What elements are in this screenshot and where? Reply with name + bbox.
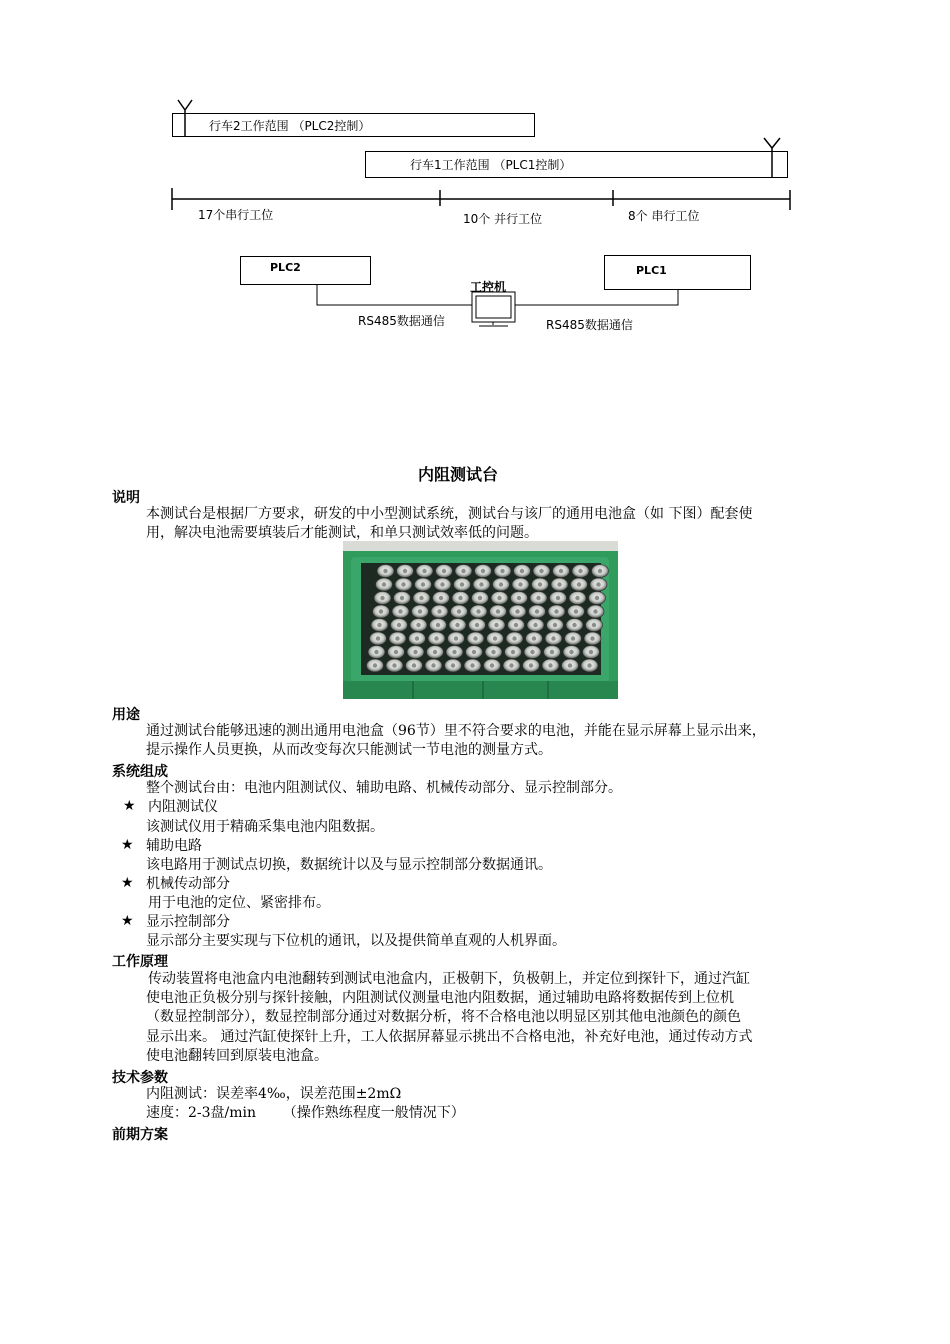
battery-terminal [374,650,378,654]
battery-terminal [515,609,519,613]
battery-terminal [554,609,558,613]
computer-icon [472,292,515,326]
battery-terminal [499,582,503,586]
battery-terminal [574,609,578,613]
battery-terminal [472,650,476,654]
crane2-antenna-icon [178,100,192,137]
battery-terminal [551,636,555,640]
section-heading-params: 技术参数 [112,1070,168,1086]
rail-svg [0,0,950,240]
section-heading-plan: 前期方案 [112,1127,168,1143]
segment-label-1: 17个串行工位 [198,208,274,222]
battery-tray-image [343,541,618,699]
star-icon: ★ [123,798,136,814]
battery-terminal [455,623,459,627]
section-heading-use: 用途 [112,707,140,723]
battery-terminal [416,623,420,627]
battery-terminal [418,609,422,613]
battery-terminal [460,582,464,586]
battery-terminal [496,609,500,613]
battery-terminal [479,582,483,586]
battery-terminal [478,596,482,600]
battery-terminal [530,650,534,654]
battery-terminal [394,650,398,654]
star-icon: ★ [121,913,134,929]
item2-title: 辅助电路 [146,838,202,854]
battery-terminal [493,636,497,640]
desc-line-2: 用，解决电池需要填装后才能测试，和单只测试效率低的问题。 [146,525,538,541]
battery-terminal [538,582,542,586]
battery-terminal [533,623,537,627]
battery-terminal [517,596,521,600]
battery-terminal [421,582,425,586]
principle-line-3: （数显控制部分），数显控制部分通过对数据分析，将不合格电池以明显区别其他电池颜色的颜色 [146,1009,741,1025]
battery-terminal [431,663,435,667]
battery-terminal [470,663,474,667]
battery-terminal [497,596,501,600]
battery-terminal [509,663,513,667]
battery-terminal [539,569,543,573]
item2-desc: 该电路用于测试点切换，数据统计以及与显示控制部分数据通讯。 [146,857,552,873]
battery-terminal [458,596,462,600]
battery-terminal [395,636,399,640]
battery-terminal [590,636,594,640]
battery-terminal [550,650,554,654]
segment-label-2: 10个 并行工位 [463,212,543,226]
item3-title: 机械传动部分 [146,876,230,892]
battery-terminal [440,582,444,586]
star-icon: ★ [121,875,134,891]
plc1-label: PLC1 [636,264,667,277]
battery-terminal [481,569,485,573]
ipc-label: 工控机 [470,280,507,294]
battery-terminal [532,636,536,640]
battery-terminal [535,609,539,613]
battery-terminal [473,636,477,640]
battery-terminal [512,636,516,640]
battery-terminal [536,596,540,600]
use-line-2: 提示操作人员更换，从而改变每次只能测试一节电池的测量方式。 [146,742,552,758]
battery-terminal [400,596,404,600]
battery-terminal [587,663,591,667]
segment-label-3: 8个 串行工位 [628,209,700,223]
battery-terminal [529,663,533,667]
battery-terminal [557,582,561,586]
battery-terminal [559,569,563,573]
item1-title: 内阻测试仪 [148,799,218,815]
principle-line-1: 传动装置将电池盒内电池翻转到测试电池盒内，正极朝下，负极朝上，并定位到探针下，通过汽缸 [148,971,750,987]
battery-terminal [511,650,515,654]
battery-terminal [434,636,438,640]
battery-terminal [598,569,602,573]
battery-terminal [548,663,552,667]
battery-terminal [377,623,381,627]
principle-line-4: 显示出来。 通过汽缸使探针上升，工人依据屏幕显示挑出不合格电池，补充好电池，通过传动方式 [146,1029,753,1045]
battery-terminal [376,636,380,640]
battery-terminal [475,623,479,627]
battery-terminal [398,609,402,613]
page-title: 内阻测试台 [418,465,499,484]
crane1-antenna-icon [764,138,780,178]
battery-terminal [553,623,557,627]
battery-terminal [569,650,573,654]
battery-terminal [383,569,387,573]
battery-terminal [490,663,494,667]
battery-terminal [514,623,518,627]
battery-terminal [415,636,419,640]
battery-terminal [422,569,426,573]
battery-terminal [397,623,401,627]
battery-terminal [556,596,560,600]
section-heading-desc: 说明 [112,490,140,506]
battery-terminal [572,623,576,627]
battery-terminal [439,596,443,600]
battery-terminal [577,582,581,586]
battery-terminal [571,636,575,640]
item1-desc: 该测试仪用于精确采集电池内阻数据。 [146,819,384,835]
battery-terminal [476,609,480,613]
battery-terminal [373,663,377,667]
param-speed: 速度：2-3盘/min （操作熟练程度一般情况下） [146,1105,465,1121]
principle-line-5: 使电池翻转回到原装电池盒。 [146,1048,328,1064]
item4-title: 显示控制部分 [146,914,230,930]
plc2-label: PLC2 [270,261,301,274]
battery-terminal [452,650,456,654]
crane2-range-label: 行车2工作范围 （PLC2控制） [209,119,371,133]
battery-terminal [518,582,522,586]
battery-terminal [454,636,458,640]
battery-terminal [595,596,599,600]
battery-terminal [568,663,572,667]
principle-line-2: 使电池正负极分别与探针接触，内阻测试仪测量电池内阻数据，通过辅助电路将数据传到上位机 [146,990,734,1006]
battery-terminal [413,650,417,654]
battery-terminal [596,582,600,586]
battery-terminal [433,650,437,654]
battery-terminal [592,623,596,627]
battery-terminal [589,650,593,654]
section-heading-principle: 工作原理 [112,954,168,970]
comm-right-label: RS485数据通信 [546,318,633,332]
battery-terminal [491,650,495,654]
star-icon: ★ [121,837,134,853]
battery-terminal [451,663,455,667]
battery-terminal [437,609,441,613]
battery-terminal [403,569,407,573]
battery-terminal [436,623,440,627]
battery-terminal [520,569,524,573]
battery-terminal [442,569,446,573]
battery-terminal [380,596,384,600]
battery-terminal [500,569,504,573]
section-heading-system: 系统组成 [112,764,168,780]
battery-terminal [412,663,416,667]
param-resistance: 内阻测试：误差率4‰，误差范围±2mΩ [146,1086,402,1102]
battery-terminal [575,596,579,600]
desc-line-1: 本测试台是根据厂方要求，研发的中小型测试系统，测试台与该厂的通用电池盒（如 下图）配套使 [146,506,753,522]
battery-terminal [461,569,465,573]
battery-terminal [401,582,405,586]
battery-terminal [457,609,461,613]
battery-terminal [419,596,423,600]
battery-tray-photo [343,541,618,699]
battery-terminal [382,582,386,586]
battery-terminal [379,609,383,613]
use-line-1: 通过测试台能够迅速的测出通用电池盒（96节）里不符合要求的电池，并能在显示屏幕上显示出来， [146,723,766,739]
crane1-range-label: 行车1工作范围 （PLC1控制） [410,158,572,172]
item4-desc: 显示部分主要实现与下位机的通讯，以及提供简单直观的人机界面。 [146,933,566,949]
battery-terminal [578,569,582,573]
item3-desc: 用于电池的定位、紧密排布。 [148,895,330,911]
battery-terminal [593,609,597,613]
battery-terminal [494,623,498,627]
comm-left-label: RS485数据通信 [358,314,445,328]
system-line: 整个测试台由：电池内阻测试仪、辅助电路、机械传动部分、显示控制部分。 [146,780,622,796]
battery-terminal [392,663,396,667]
